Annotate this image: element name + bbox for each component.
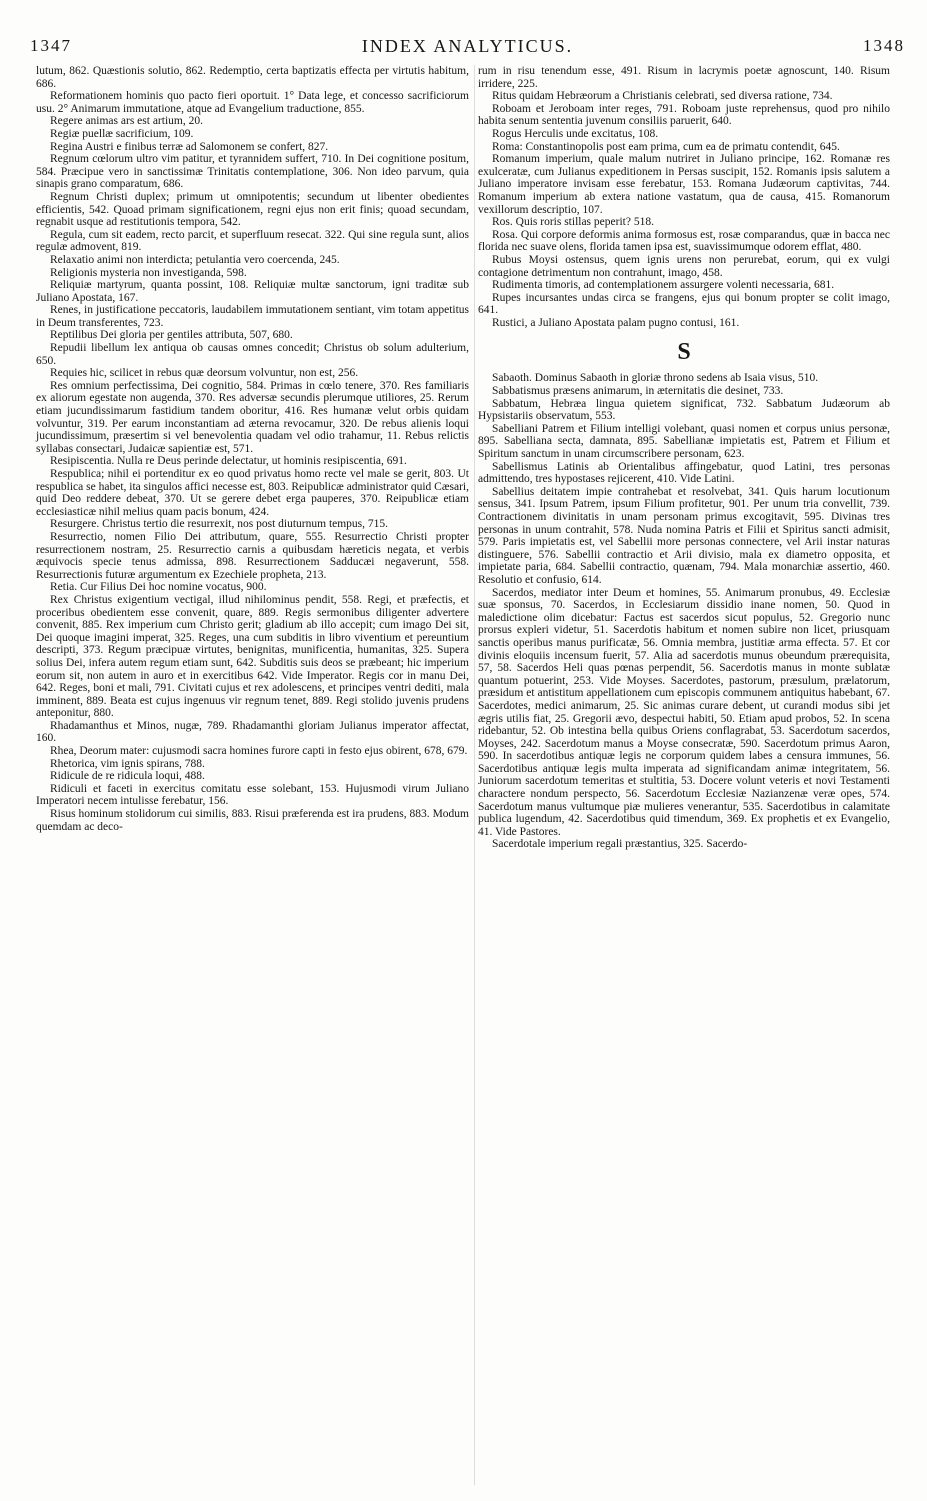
- index-entry: Ridiculi et faceti in exercitus comitatu esse solebant, 153. Hujusmodi virum Juliano Imperatori necem intulisse ferebatur, 156.: [36, 782, 469, 808]
- index-entry: Resipiscentia. Nulla re Deus perinde delectatur, ut hominis resipiscentia, 691.: [50, 455, 407, 468]
- right-column-s-entries: [478, 372, 890, 851]
- index-entry: Roboam et Jeroboam inter reges, 791. Roboam juste reprehensus, quod pro nihilo habita senum sententia juvenum consiliis paruerit, 640.: [478, 102, 890, 128]
- index-entry: rum in risu tenendum esse, 491. Risum in lacrymis poetæ agnoscunt, 140. Risum irridere, 225.: [478, 65, 890, 90]
- index-entry: Reptilibus Dei gloria per gentiles attributa, 507, 680.: [50, 329, 293, 342]
- index-entry: Roma: Constantinopolis post eam prima, cum ea de primatu contendit, 645.: [492, 140, 840, 153]
- index-entry: Resurgere. Christus tertio die resurrexit, nos post diuturnum tempus, 715.: [50, 518, 389, 531]
- index-entry: Regere animas ars est artium, 20.: [50, 115, 203, 128]
- index-entry: Retia. Cur Filius Dei hoc nomine vocatus, 900.: [50, 581, 267, 594]
- index-entry: Sacerdotale imperium regali præstantius, 325. Sacerdo-: [492, 838, 748, 851]
- index-entry: Rhadamanthus et Minos, nugæ, 789. Rhadamanthi gloriam Julianus imperator affectat, 160.: [36, 719, 469, 745]
- index-entry: Risus hominum stolidorum cui similis, 883. Risui præferenda est ira prudens, 883. Modum quemdam ac deco-: [36, 808, 469, 833]
- right-column-r-entries: [478, 65, 890, 329]
- index-entry: Rhea, Deorum mater: cujusmodi sacra homines furore capti in festo ejus obirent, 678, 679.: [50, 745, 468, 758]
- left-page-number: 1347: [30, 36, 72, 55]
- index-entry: Sabellius deitatem impie contrahebat et resolvebat, 341. Quis harum locutionum sensus, 341. Ipsum Patrem, ipsum Filium profitetur, 901. Per unum tria convellit, 739. Contractionem divinitatis in unam personam primus excogitavit, 595. Divinas tres personas in unum contrahit, 578. Nuda nomina Patris et Filii et Spiritus sancti admisit, 579. Paris impietatis est, vel Sabellii more personas connectere, vel Arii instar naturas distinguere, 576. Sabellii contractio et Arii divisio, mala ex diametro opposita, et impietate paria, 684. Sabellii contractio, quænam, 794. Mala monarchiæ assertio, 460. Resolutio et confusio, 614.: [478, 485, 890, 586]
- index-entry: Requies hic, scilicet in rebus quæ deorsum volvuntur, non est, 256.: [50, 367, 359, 380]
- index-entry: Sabelliani Patrem et Filium intelligi volebant, quasi nomen et corpus unius personæ, 895. Sabelliana secta, damnata, 895. Sabellianæ impietatis est, Patrem et Filium et Spiritum sanctum in unam circumscribere personam, 623.: [478, 422, 890, 461]
- index-entry: Repudii libellum lex antiqua ob causas omnes concedit; Christus ob solum adulterium, 650.: [36, 342, 469, 367]
- index-entry: Ros. Quis roris stillas peperit? 518.: [492, 216, 654, 229]
- index-entry: Sabbatismus præsens animarum, in æternitatis die desinet, 733.: [492, 385, 784, 398]
- index-entry: Rustici, a Juliano Apostata palam pugno contusi, 161.: [492, 316, 740, 329]
- index-entry: Relaxatio animi non interdicta; petulantia vero coercenda, 245.: [50, 253, 340, 266]
- index-entry: Sabbatum, Hebræa lingua quietem significat, 732. Sabbatum Judæorum ab Hypsistariis observatum, 553.: [478, 397, 890, 423]
- index-entry: Rhetorica, vim ignis spirans, 788.: [50, 757, 205, 770]
- right-page-number: 1348: [863, 36, 905, 55]
- index-entry: Rubus Moysi ostensus, quem ignis urens non perurebat, eorum, qui ex vulgi contagione detrimentum non contrahunt, imago, 458.: [478, 253, 890, 279]
- index-entry: Rudimenta timoris, ad contemplationem assurgere volenti necessaria, 681.: [492, 279, 835, 292]
- running-header: [30, 36, 905, 58]
- index-entry: lutum, 862. Quæstionis solutio, 862. Redemptio, certa baptizatis effecta per virtutis habitum, 686.: [36, 65, 469, 90]
- index-entry: Rex Christus exigentium vectigal, illud nihilominus pendit, 558. Regi, et præfectis, et proceribus obedientem esse convenit, quare, 889. Regis sermonibus diligenter advertere convenit, 885. Rex imperium cum Christo gerit; gladium ab illo accepit; cum imago Dei sit, Dei quoque imagini imperat, 325. Reges, una cum subditis in libro viventium et pereuntium descripti, 373. Regum præcipuæ virtutes, benignitas, munificentia, humanitas, 325. Supera solius Dei, infera autem regum etiam sunt, 642. Subditis suis deos se præbeant; hic imperium eorum sit, non autem in auro et in exercitibus 642. Vide Imperator. Regis cor in manu Dei, 642. Reges, boni et mali, 791. Civitati cujus et rex adolescens, et principes ventri dediti, mala imminent, 889. Beata est cujus ingenuus vir regnum tenet, 889. Regi stolido juvenis prudens anteponitur, 880.: [36, 593, 469, 720]
- page-title: INDEX ANALYTICUS.: [361, 36, 574, 56]
- index-entry: Regnum cœlorum ultro vim patitur, et tyrannidem suffert, 710. In Dei cognitione positum, 584. Præcipue vero in sanctissimæ Trinitatis contemplatione, 306. Non ideo parvum, quia sinapis grano comparatum, 686.: [36, 153, 469, 191]
- left-column: [36, 65, 469, 833]
- index-entry: Ridicule de re ridicula loqui, 488.: [50, 770, 205, 783]
- index-entry: Rogus Herculis unde excitatus, 108.: [492, 127, 659, 140]
- column-divider: [474, 65, 475, 1485]
- index-entry: Regiæ puellæ sacrificium, 109.: [50, 127, 194, 140]
- index-entry: Rosa. Qui corpore deformis anima formosus est, rosæ comparandus, quæ in bacca nec florida nec suave olens, florida tamen ipsa est, suavissimumque odorem efflat, 480.: [478, 228, 890, 254]
- index-entry: Res omnium perfectissima, Dei cognitio, 584. Primas in cœlo tenere, 370. Res familiaris ex aliorum egestate non augenda, 370. Res adversæ secundis plerumque utiliores, 25. Rerum etiam jucundissimarum fastidium tandem oboritur, 416. Res humanæ velut orbis quidam volvuntur, 319. Per earum inconstantiam ad æterna revocamur, 320. De rebus alienis loqui jucundissimum, præsertim si vel benevolentia quadam vel odio trahamur, 11. Rebus relictis syllabas consectari, Judaicæ sapientiæ est, 571.: [36, 379, 469, 455]
- index-entry: Respublica; nihil ei portenditur ex eo quod privatus homo recte vel male se gerit, 803. Ut respublica se habet, ita singulos affici necesse est, 803. Reipublicæ administrator quid Cæsari, quid Deo reddere debeat, 370. Ut se gerere debet erga pauperes, 370. Reipublicæ etiam ecclesiasticæ nihil melius quam pacis bonum, 424.: [36, 468, 469, 518]
- right-column: [478, 65, 890, 851]
- index-entry: Resurrectio, nomen Filio Dei attributum, quare, 555. Resurrectio Christi propter resurrectionem nostram, 25. Resurrectio carnis a quibusdam hæreticis negata, et verbis æquivocis specie tenus admissa, 898. Resurrectionem Sadducæi negaverunt, 558. Resurrectionis futuræ argumentum ex Ezechiele propheta, 213.: [36, 530, 469, 581]
- index-entry: Regnum Christi duplex; primum ut omnipotentis; secundum ut libenter obedientes efficientis, 542. Quoad primam significationem, regni ejus non erit finis; quoad secundam, regnabit usque ad restitutionis tempora, 542.: [36, 190, 469, 229]
- index-entry: Sabaoth. Dominus Sabaoth in gloriæ throno sedens ab Isaia visus, 510.: [492, 372, 819, 385]
- index-entry: Rupes incursantes undas circa se frangens, ejus qui bonum propter se colit imago, 641.: [478, 291, 890, 317]
- index-entry: Renes, in justificatione peccatoris, laudabilem immutationem sentiant, vim totam appetitus in Deum transferentes, 723.: [36, 304, 469, 329]
- index-entry: Religionis mysteria non investiganda, 598.: [50, 266, 247, 279]
- index-entry: Romanum imperium, quale malum nutriret in Juliano principe, 162. Romanæ res exulceratæ, cum Julianus expeditionem in Persas suscipit, 152. Romanis ipsis salutem a Juliano imperatore invisam esse ferebatur, 153. Romana Judæorum captivitas, 744. Romanum imperium ab extera natione vastatum, qua de causa, 415. Romanorum vexillorum descriptio, 107.: [478, 153, 890, 216]
- index-entry: Reliquiæ martyrum, quanta possint, 108. Reliquiæ multæ sanctorum, igni traditæ sub Juliano Apostata, 167.: [36, 279, 469, 304]
- index-entry: Ritus quidam Hebræorum a Christianis celebrati, sed diversa ratione, 734.: [492, 90, 833, 103]
- index-entry: Regina Austri e finibus terræ ad Salomonem se confert, 827.: [50, 140, 329, 153]
- section-letter: S: [677, 339, 691, 366]
- index-entry: Sabellismus Latinis ab Orientalibus affingebatur, quod Latini, tres personas admittendo, tres hypostases rejicerent, 410. Vide Latini.: [478, 460, 890, 486]
- index-entry: Regula, cum sit eadem, recto parcit, et superfluum resecat. 322. Qui sine regula sunt, alios regulæ admovent, 819.: [36, 228, 469, 254]
- index-entry: Reformationem hominis quo pacto fieri oportuit. 1° Data lege, et concesso sacrificiorum usu. 2° Animarum immutatione, atque ad Evangelium traductione, 855.: [36, 90, 469, 115]
- index-entry: Sacerdos, mediator inter Deum et homines, 55. Animarum pronubus, 49. Ecclesiæ suæ sponsus, 70. Sacerdos, in Ecclesiarum dissidio inane nomen, 50. Quod in maledictione olim dicebatur: Factus est sacerdos sicut populus, 52. Gregorio nunc prorsus expleri videtur, 51. Sacerdotis habitum et nomen subire non licet, priusquam sanctis operibus manus purificatæ, 56. Omnia membra, justitiæ arma effecta. 57. Et cor divinis eloquiis incensum fuerit, 57. Alia ad sacerdotis munus obeundum prærequisita, 57, 58. Sacerdos Heli quas pœnas perpendit, 56. Sacerdotis manus in monte sublatæ quantum potuerint, 253. Vide Moyses. Sacerdotes, pastorum, præsulum, prælatorum, præsidum et antistitum appellationem cum episcopis communem antiquitus habebant, 67. Sacerdotes, medici animarum, 25. Sic animas curare debent, ut curandi modus sibi jet ægris utilis fiat, 25. Gregorii ævo, despectui habiti, 50. Etiam apud probos, 52. In scena ridebantur, 52. Ob intestina bella quibus Oriens conflagrabat, 53. Sacerdotum sacerdos, Moyses, 242. Sacerdotum manus a Moyse consecratæ, 590. Sacerdotum primus Aaron, 590. In sacerdotibus antiquæ legis ne corporum quidem labes a censura immunes, 56. Sacerdotibus antiquæ legis multa imperata ad significandam animæ integritatem, 56. Juniorum sacerdotum temeritas et stultitia, 53. Docere volunt veteris et novi Testamenti charactere nondum perspecto, 56. Sacerdotum Ecclesiæ Nazianzenæ veræ opes, 574. Sacerdotum manus vultumque piæ mulieres venerantur, 535. Sacerdotibus in calamitate publica lugendum, 42. Sacerdotibus quid timendum, 369. Ex prophetis et ex Evangelio, 41. Vide Pastores.: [478, 586, 890, 838]
